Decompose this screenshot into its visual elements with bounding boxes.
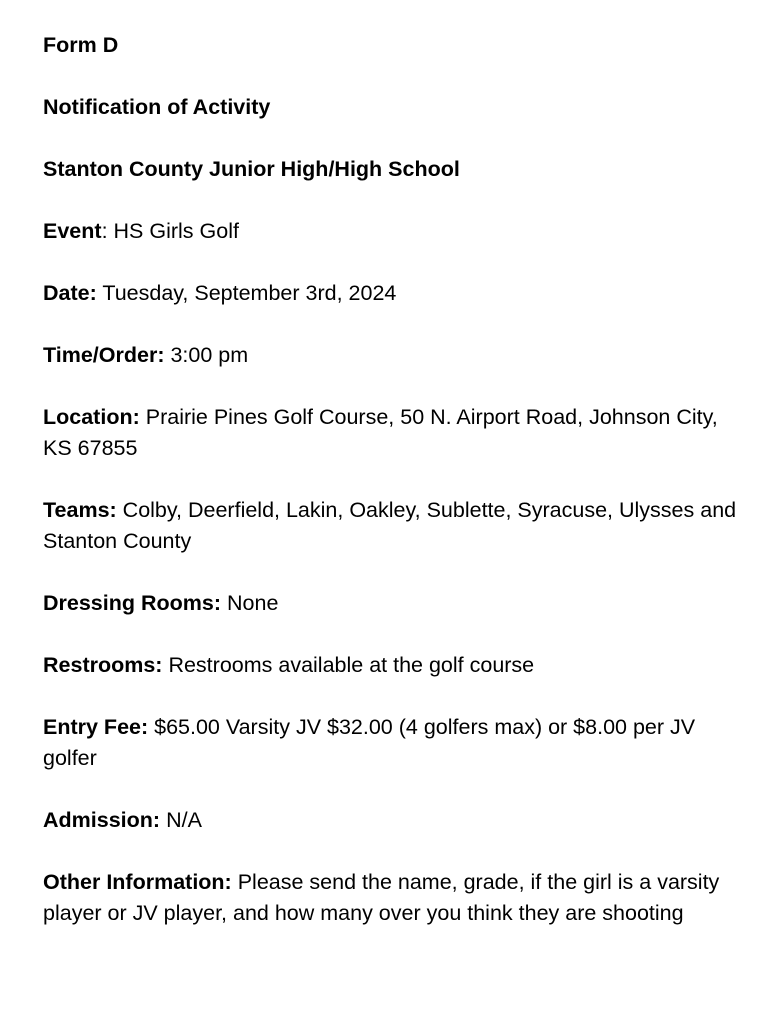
location-label: Location: bbox=[43, 405, 140, 429]
time-value: 3:00 pm bbox=[170, 343, 249, 367]
restrooms-value: Restrooms available at the golf course bbox=[168, 653, 535, 677]
entry-fee-value: $65.00 Varsity JV $32.00 (4 golfers max) or $8.00 per JV golfer bbox=[43, 715, 696, 770]
school-name: Stanton County Junior High/High School bbox=[43, 157, 460, 181]
time-label: Time/Order: bbox=[43, 343, 165, 367]
admission-value: N/A bbox=[166, 808, 202, 832]
date-field bbox=[43, 278, 743, 309]
entry-fee-field bbox=[43, 712, 743, 774]
location-value: Prairie Pines Golf Course, 50 N. Airport Road, Johnson City, KS 67855 bbox=[43, 405, 718, 460]
admission-label: Admission: bbox=[43, 808, 161, 832]
date-value: Tuesday, September 3rd, 2024 bbox=[102, 281, 397, 305]
date-label: Date: bbox=[43, 281, 97, 305]
dressing-rooms-field bbox=[43, 588, 743, 619]
other-information-field bbox=[43, 867, 743, 929]
teams-label: Teams: bbox=[43, 498, 117, 522]
document-body bbox=[43, 30, 743, 960]
dressing-rooms-value: None bbox=[227, 591, 279, 615]
location-field bbox=[43, 402, 743, 464]
other-information-value: Please send the name, grade, if the girl is a varsity player or JV player, and how many over you think they are shooting bbox=[43, 870, 720, 925]
restrooms-label: Restrooms: bbox=[43, 653, 163, 677]
event-separator: : bbox=[101, 219, 114, 243]
restrooms-field bbox=[43, 650, 743, 681]
entry-fee-label: Entry Fee: bbox=[43, 715, 149, 739]
teams-field bbox=[43, 495, 743, 557]
teams-value: Colby, Deerfield, Lakin, Oakley, Sublette, Syracuse, Ulysses and Stanton County bbox=[43, 498, 737, 553]
event-label: Event bbox=[43, 219, 102, 243]
dressing-rooms-label: Dressing Rooms: bbox=[43, 591, 222, 615]
other-information-label: Other Information: bbox=[43, 870, 232, 894]
event-field bbox=[43, 216, 743, 247]
form-label: Form D bbox=[43, 33, 119, 57]
time-field bbox=[43, 340, 743, 371]
event-value: HS Girls Golf bbox=[113, 219, 239, 243]
admission-field bbox=[43, 805, 743, 836]
document-title: Notification of Activity bbox=[43, 95, 271, 119]
